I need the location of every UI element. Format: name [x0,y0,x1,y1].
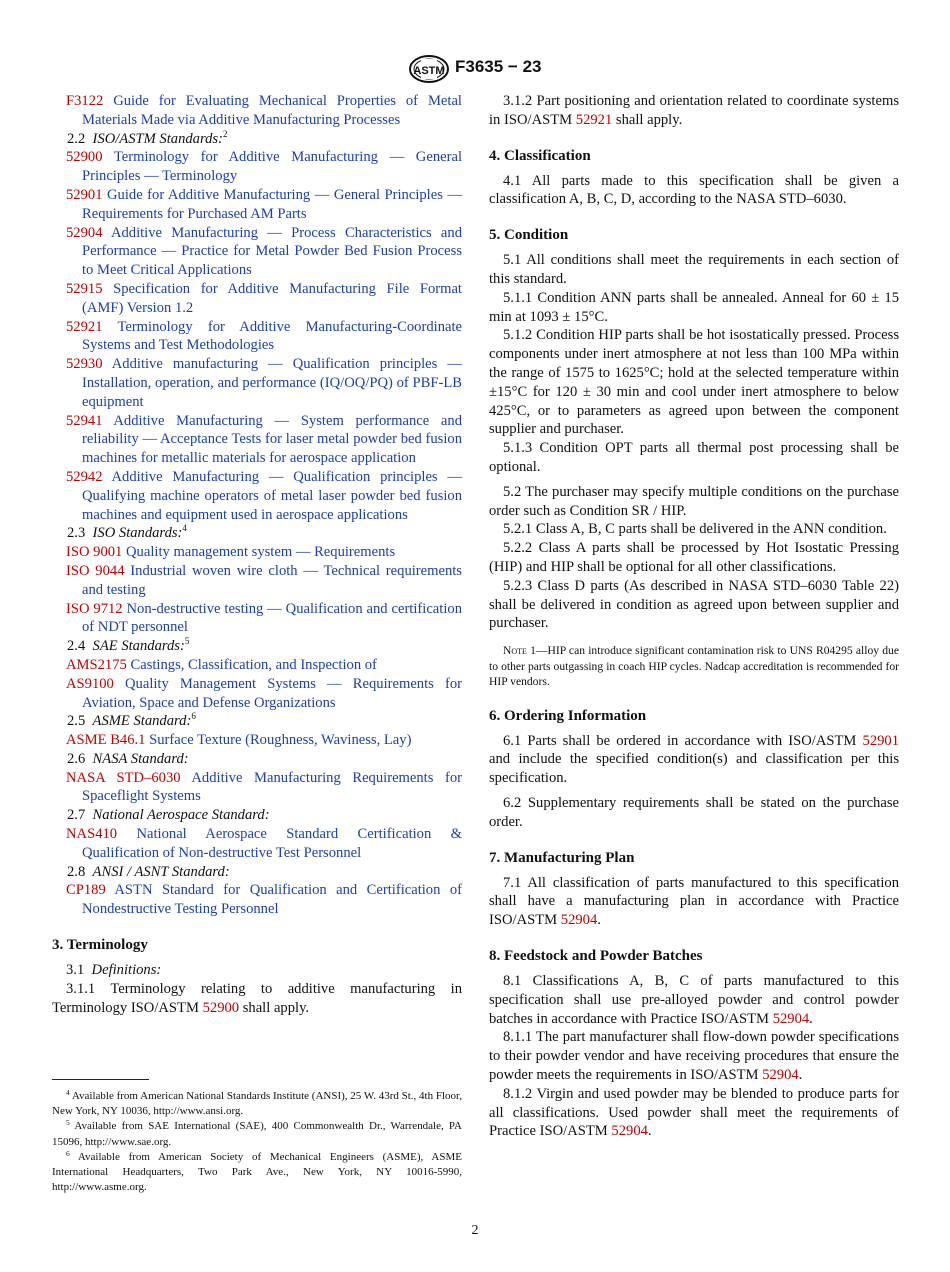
reference-code-link[interactable]: 52930 [66,356,103,373]
reference-entry [52,656,462,675]
para-6-1: 6.1 Parts shall be ordered in accordance with ISO/ASTM 52901 and include the specified condition(s) and classification per this specification. [489,732,899,787]
para-5-1-3: 5.1.3 Condition OPT parts all thermal post processing shall be optional. [489,440,899,475]
ref-group-e [52,731,462,750]
reference-code-link[interactable]: 52901 [66,186,103,203]
reference-entry [52,224,462,280]
plan-heading: 7. Manufacturing Plan [489,849,635,866]
para-5-1-1: 5.1.1 Condition ANN parts shall be annealed. Anneal for 60 ± 15 min at 1093 ± 15°C. [489,289,899,325]
document-id: F3635 − 23 [455,57,542,76]
reference-entry [52,468,462,524]
reference-entry [52,148,462,186]
reference-title-link[interactable]: Quality management system — Requirements [126,544,396,561]
para-5-2-1: 5.2.1 Class A, B, C parts shall be delivered in the ANN condition. [503,521,887,538]
para-7-1: 7.1 All classification of parts manufactured to this specification shall have a manufacturing plan in accordance with Practice ISO/ASTM 52904. [489,874,899,929]
terminology-heading: 3. Terminology [52,937,148,954]
left-column [52,92,462,1017]
condition-heading: 5. Condition [489,227,569,244]
footnotes [52,1089,462,1195]
classification-heading: 4. Classification [489,147,591,164]
reference-entry [52,769,462,807]
para-6-2: 6.2 Supplementary requirements shall be stated on the purchase order. [489,795,899,830]
reference-code-link[interactable]: CP189 [66,882,106,899]
reference-title-link[interactable]: Additive Manufacturing Requirements for Spaceflight Systems [82,769,463,805]
reference-code-link[interactable]: 52900 [66,149,103,166]
reference-title-link[interactable]: Surface Texture (Roughness, Waviness, Lay) [149,732,412,749]
page-number: 2 [471,1223,479,1238]
reference-code-link[interactable]: 52921 [66,318,103,335]
para-5-1: 5.1 All conditions shall meet the requirements in each section of this standard. [489,252,899,287]
reference-title-link[interactable]: ASTN Standard for Qualification and Certification of Nondestructive Testing Personnel [82,882,462,918]
reference-entry [52,318,462,356]
reference-title-link[interactable]: Terminology for Additive Manufacturing — General Principles — Terminology [82,149,462,185]
reference-entry [52,92,462,130]
reference-title-link[interactable]: Additive Manufacturing — Process Characteristics and Performance — Practice for Metal Powder Bed Fusion Process to Meet Critical Applications [82,224,462,279]
para-8-1-1: 8.1.1 The part manufacturer shall flow-down powder specifications to their powder vendor and have receiving procedures that ensure the powder meets the requirements in ISO/ASTM 52904. [489,1029,899,1083]
ref-group-d [52,656,462,712]
reference-title-link[interactable]: Additive Manufacturing — System performance and reliability — Acceptance Tests for laser metal powder bed fusion machines for metallic materials for aerospace application [82,412,462,467]
right-column [489,92,899,1141]
reference-code-link[interactable]: ISO 9044 [66,562,125,579]
ref-link-52921[interactable]: 52921 [575,111,613,128]
ref-link-52904[interactable]: 52904 [772,1010,810,1027]
page-header [0,55,950,83]
reference-title-link[interactable]: Guide for Additive Manufacturing — General Principles — Requirements for Purchased AM Parts [82,186,462,222]
reference-title-link[interactable]: Castings, Classification, and Inspection of [130,656,377,673]
reference-title-link[interactable]: Additive manufacturing — Qualification principles — Installation, operation, and performance (IQ/OQ/PQ) of PBF-LB equipment [82,356,462,410]
footnote-4: $^4$ Available from American National Standards Institute (ANSI), 25 W. 43rd St., 4th Floor, New York, NY 10036, http://www.ansi.org. [52,1088,463,1118]
ref-group-f [52,769,462,807]
reference-entry [52,280,462,318]
reference-entry [52,355,462,411]
reference-entry [52,825,462,863]
para-3-1-1: 3.1.1 Terminology relating to additive manufacturing in Terminology ISO/ASTM 52900 shall apply. [52,980,462,1016]
reference-title-link[interactable]: Terminology for Additive Manufacturing-Coordinate Systems and Test Methodologies [82,318,462,354]
ref-group-a [52,92,462,130]
ref-group-c [52,543,462,637]
reference-code-link[interactable]: 52904 [66,224,103,241]
ref-group-b [52,148,462,524]
reference-code-link[interactable]: NASA STD–6030 [66,769,181,786]
reference-code-link[interactable]: AS9100 [66,675,114,692]
reference-code-link[interactable]: 52941 [66,412,103,429]
reference-entry [52,412,462,468]
para-4-1: 4.1 All parts made to this specification shall be given a classification A, B, C, D, according to the NASA STD–6030. [489,172,899,208]
para-8-1-2: 8.1.2 Virgin and used powder may be blended to produce parts for all classifications. Used powder shall meet the requirements of Practice ISO/ASTM 52904. [489,1085,899,1140]
reference-code-link[interactable]: F3122 [66,93,104,109]
reference-code-link[interactable]: ISO 9712 [66,600,123,617]
ordering-heading: 6. Ordering Information [489,707,647,724]
ref-link-52904[interactable]: 52904 [611,1123,648,1140]
reference-code-link[interactable]: NAS410 [66,826,118,843]
feedstock-heading: 8. Feedstock and Powder Batches [489,948,703,964]
ref-group-h [52,881,462,919]
reference-code-link[interactable]: 52942 [66,468,103,485]
para-8-1: 8.1 Classifications A, B, C of parts manufactured to this specification shall use pre-alloyed powder and control powder batches in accordance with Practice ISO/ASTM 52904. [489,973,899,1027]
ref-link-52904[interactable]: 52904 [762,1066,799,1083]
note-1: Note 1—HIP can introduce significant contamination risk to UNS R04295 alloy due to other parts outgassing in coach HIP cycles. Nadcap accreditation is recommended for HIP vendors. [489,644,899,689]
para-5-2-3: 5.2.3 Class D parts (As described in NASA STD–6030 Table 22) shall be delivered in condition as agreed upon between supplier and purchaser. [489,577,899,632]
subsection-iso-astm: 2.2 ISO/ASTM Standards:$^2$ [67,128,228,147]
ref-link-52901[interactable]: 52901 [862,732,899,749]
reference-code-link[interactable]: AMS2175 [66,656,127,673]
subsection-nasa: 2.6 NASA Standard: [67,750,189,767]
definitions-subheading: 3.1 Definitions: [66,962,162,979]
footnote-rule [52,1079,149,1080]
reference-code-link[interactable]: ASME B46.1 [66,732,146,749]
reference-entry [52,731,462,750]
subsection-sae: 2.4 SAE Standards:$^5$ [67,636,190,655]
subsection-iso: 2.3 ISO Standards:$^4$ [67,523,187,542]
subsection-asme: 2.5 ASME Standard:$^6$ [67,711,196,730]
reference-entry [52,675,462,713]
reference-entry [52,543,462,562]
reference-title-link[interactable]: Specification for Additive Manufacturing File Format (AMF) Version 1.2 [82,280,462,316]
reference-title-link[interactable]: Non-destructive testing — Qualification and certification of NDT personnel [82,600,462,636]
reference-title-link[interactable]: Quality Management Systems — Requirements for Aviation, Space and Defense Organizations [82,675,462,711]
ref-link-52904[interactable]: 52904 [560,912,598,929]
ref-link-52900[interactable]: 52900 [202,999,240,1016]
reference-entry [52,562,462,600]
reference-entry [52,600,462,638]
ref-group-g [52,825,462,863]
para-5-2: 5.2 The purchaser may specify multiple conditions on the purchase order such as Condition SR / HIP. [489,483,899,519]
para-3-1-2: 3.1.2 Part positioning and orientation related to coordinate systems in ISO/ASTM 52921 shall apply. [489,93,899,128]
logo-text: ASTM [413,65,445,77]
subsection-nas: 2.7 National Aerospace Standard: [67,807,270,824]
reference-title-link[interactable]: National Aerospace Standard Certification & Qualification of Non-destructive Test Personnel [82,826,462,861]
astm-logo-icon [408,55,450,83]
para-5-1-2: 5.1.2 Condition HIP parts shall be hot isostatically pressed. Process components under inert atmosphere at not less than 100 MPa within the range of 1575 to 1625°C; hold at the selected temperature within ±15°C for 120 ± 30 min and cool under inert atmosphere to below 425°C, or to parameters as agreed upon between the component supplier and purchaser. [489,327,899,438]
footnote-5: $^5$ Available from SAE International (SAE), 400 Commonwealth Dr., Warrendale, PA 15096, http://www.sae.org. [52,1118,462,1148]
reference-entry [52,881,462,919]
subsection-ansi: 2.8 ANSI / ASNT Standard: [67,863,230,880]
reference-title-link[interactable]: Additive Manufacturing — Qualification principles — Qualifying machine operators of metal laser powder bed fusion machines and equipment used in aerospace applications [82,468,463,523]
reference-title-link[interactable]: Guide for Evaluating Mechanical Properties of Metal Materials Made via Additive Manufacturing Processes [82,93,462,128]
reference-title-link[interactable]: Industrial woven wire cloth — Technical requirements and testing [82,562,462,598]
reference-code-link[interactable]: 52915 [66,280,103,297]
para-5-2-2: 5.2.2 Class A parts shall be processed by Hot Isostatic Pressing (HIP) and HIP shall be optional for all other classifications. [489,540,899,575]
reference-entry [52,186,462,224]
footnote-6: $^6$ Available from American Society of Mechanical Engineers (ASME), ASME International Headquarters, Two Park Ave., New York, NY 10016-5990, http://www.asme.org. [52,1148,462,1194]
reference-code-link[interactable]: ISO 9001 [66,544,123,561]
